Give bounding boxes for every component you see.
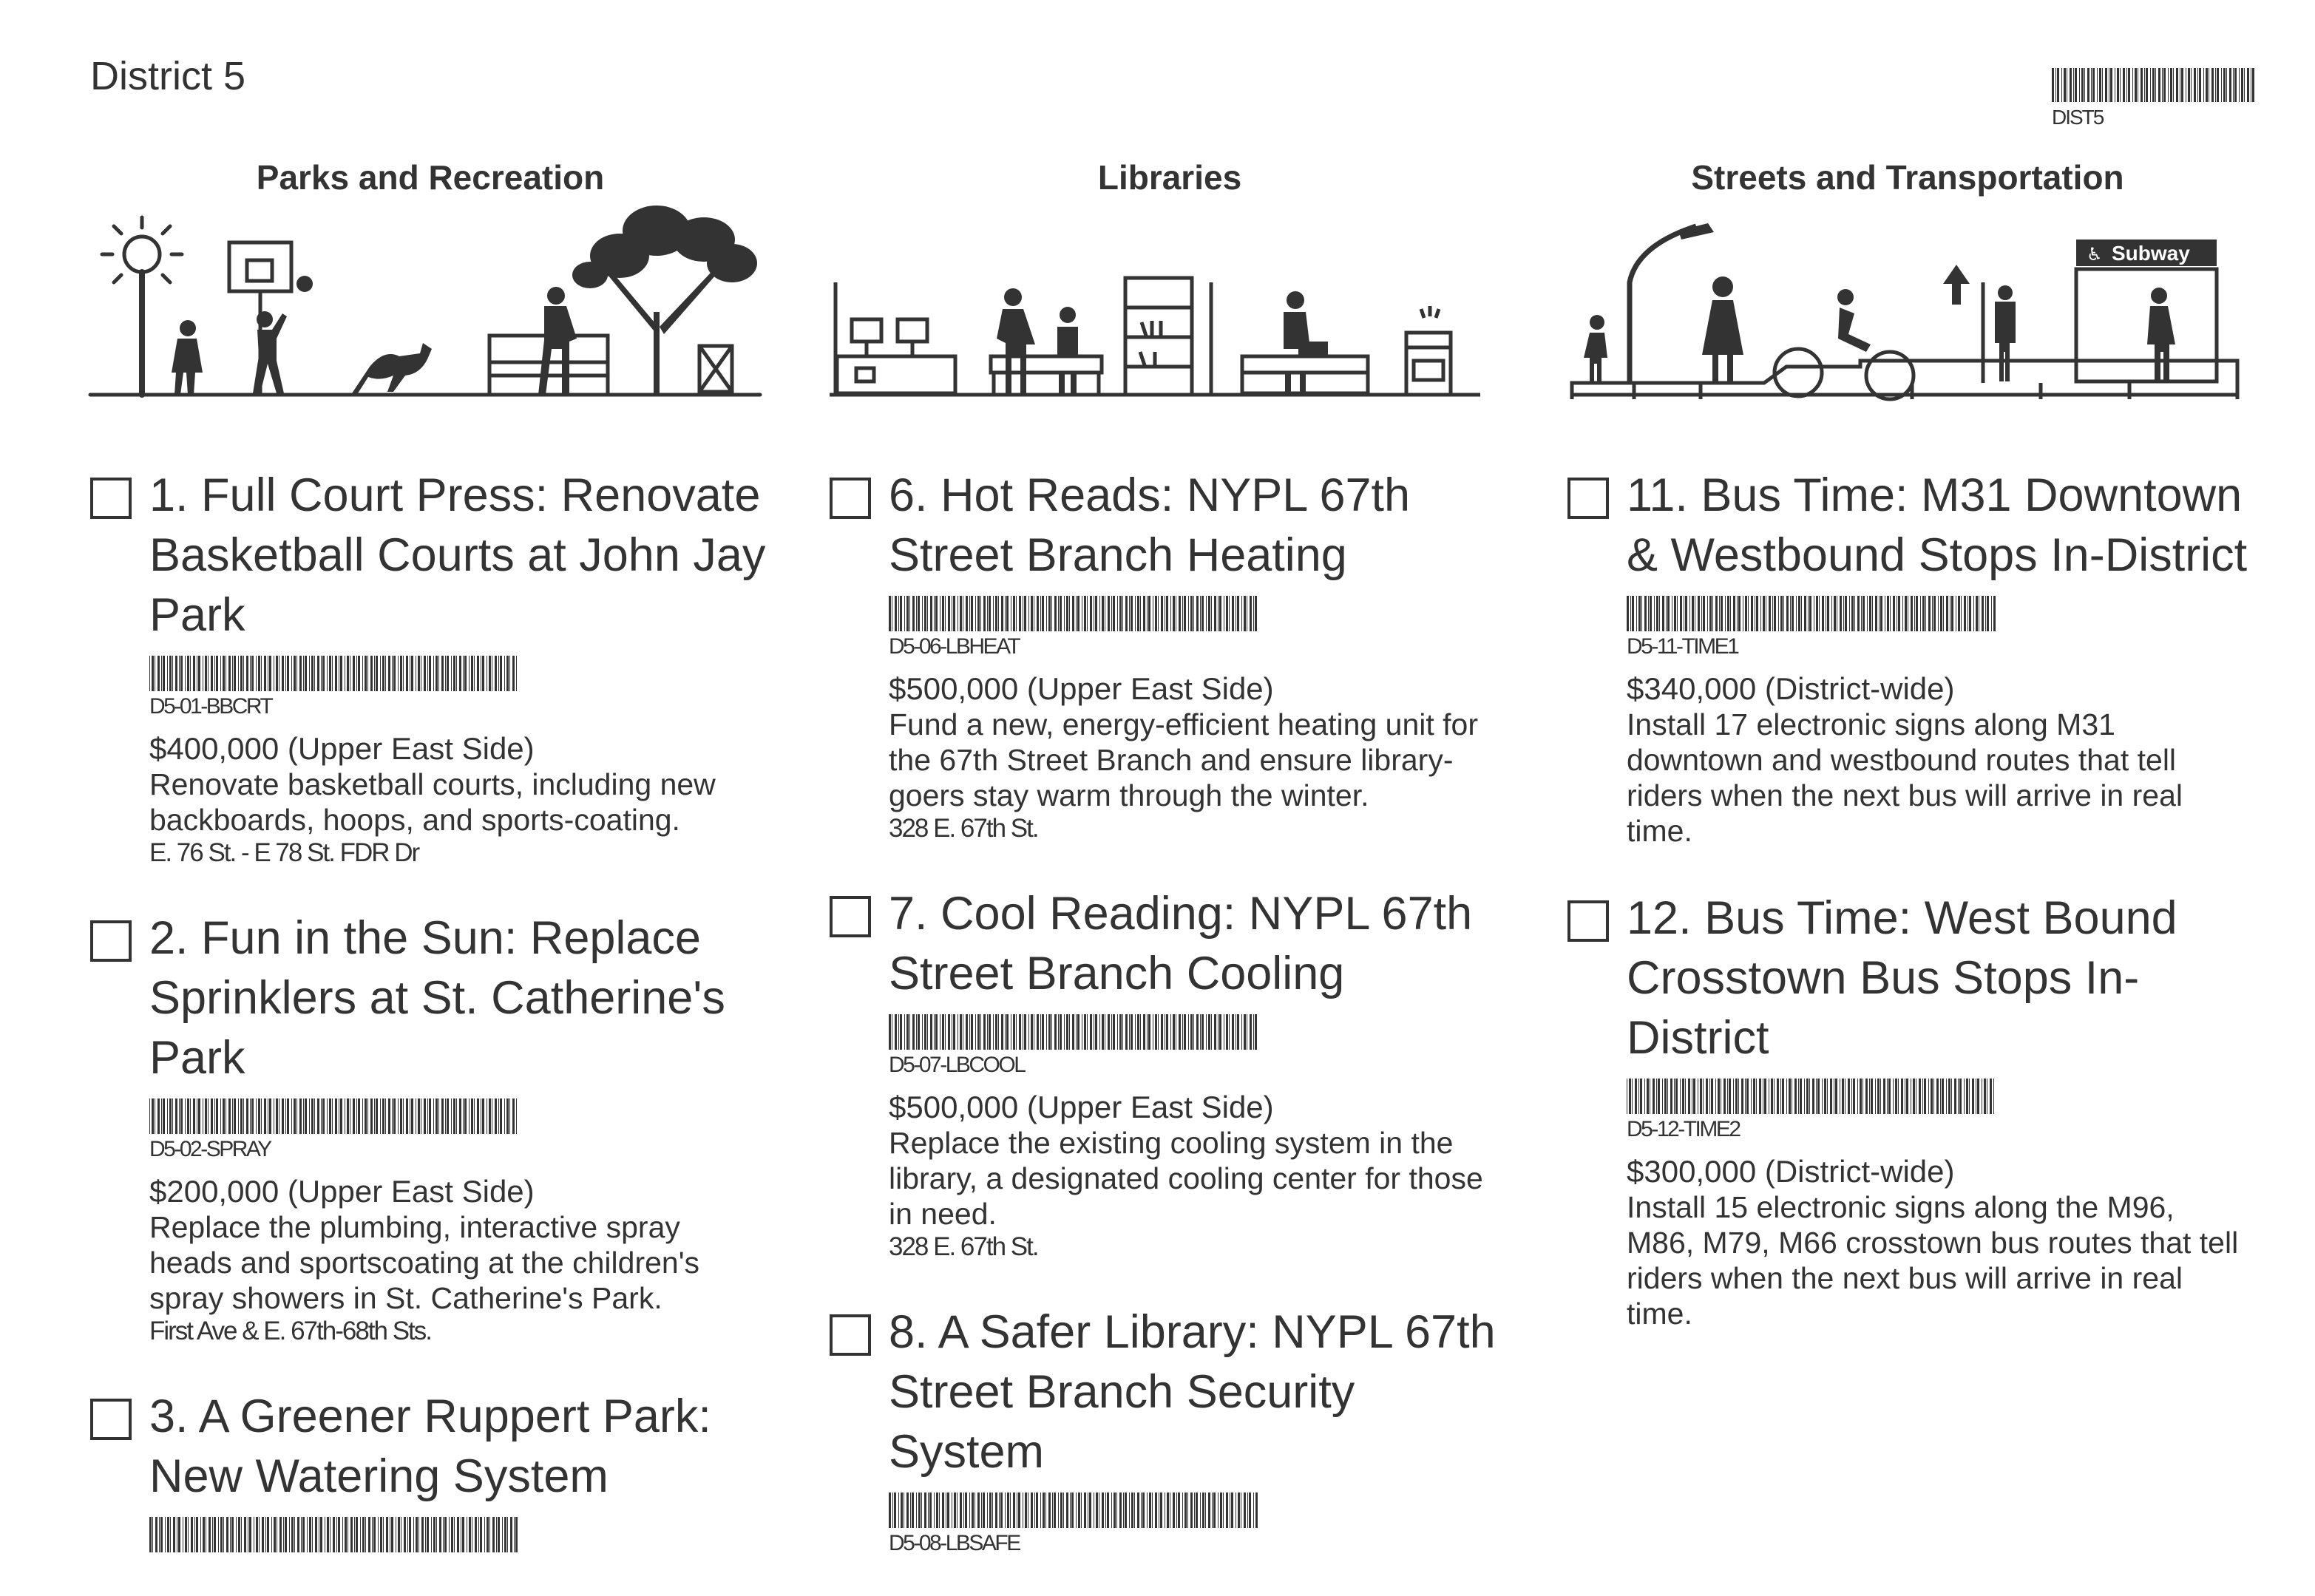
project-barcode xyxy=(1627,1079,1996,1114)
project-barcode xyxy=(149,656,519,691)
project-6-checkbox[interactable] xyxy=(830,478,871,519)
project-description: Fund a new, energy-efficient heating unit for the 67th Street Branch and ensure library-goers stay warm through the winter. xyxy=(889,707,1478,812)
district-barcode-code: DIST5 xyxy=(2052,106,2104,129)
project-item xyxy=(830,466,1510,844)
project-item xyxy=(1567,889,2248,1331)
parks-illustration xyxy=(90,201,770,401)
project-cost: $340,000 (District-wide) xyxy=(1627,671,1955,706)
project-code: D5-08-LBSAFE xyxy=(889,1531,1020,1555)
project-3-checkbox[interactable] xyxy=(90,1399,132,1440)
column-heading-libraries: Libraries xyxy=(1097,158,1242,197)
project-barcode xyxy=(149,1098,519,1134)
project-code: D5-07-LBCOOL xyxy=(889,1053,1025,1077)
project-11-checkbox[interactable] xyxy=(1567,478,1609,519)
project-1-checkbox[interactable] xyxy=(90,478,132,519)
project-title: 7. Cool Reading: NYPL 67th Street Branch Cooling xyxy=(889,888,1473,999)
accessible-icon: ♿ xyxy=(2087,244,2103,265)
project-barcode xyxy=(149,1517,519,1552)
project-title: 6. Hot Reads: NYPL 67th Street Branch Heating xyxy=(889,469,1411,581)
subway-sign: Subway xyxy=(2112,242,2190,265)
project-item xyxy=(1567,466,2248,849)
project-barcode xyxy=(1627,596,1996,631)
project-title: 3. A Greener Ruppert Park: New Watering System xyxy=(149,1390,711,1502)
barcode-graphic xyxy=(2052,68,2256,102)
project-cost: $400,000 (Upper East Side) xyxy=(149,731,535,766)
project-7-checkbox[interactable] xyxy=(830,896,871,937)
project-code: D5-06-LBHEAT xyxy=(889,634,1020,659)
project-item xyxy=(830,1303,1510,1556)
libraries-illustration xyxy=(830,201,1510,401)
project-2-checkbox[interactable] xyxy=(90,920,132,962)
column-heading-parks: Parks and Recreation xyxy=(256,158,605,197)
project-item xyxy=(90,1387,770,1552)
project-code: D5-12-TIME2 xyxy=(1627,1117,1740,1141)
project-code: D5-11-TIME1 xyxy=(1627,634,1738,659)
project-8-checkbox[interactable] xyxy=(830,1314,871,1356)
project-description: Replace the existing cooling system in the library, a designated cooling center for those in need. xyxy=(889,1126,1483,1231)
project-description: Replace the plumbing, interactive spray heads and sportscoating at the children's spray showers in St. Catherine's Park. xyxy=(149,1210,700,1315)
project-location: E. 76 St. - E 78 St. FDR Dr xyxy=(149,838,419,867)
project-location: 328 E. 67th St. xyxy=(889,814,1038,843)
project-item xyxy=(90,909,770,1347)
streets-illustration xyxy=(1567,201,2248,401)
project-cost: $300,000 (District-wide) xyxy=(1627,1154,1955,1189)
district-title: District 5 xyxy=(90,54,246,98)
project-title: 12. Bus Time: West Bound Crosstown Bus Stops In-District xyxy=(1627,892,2177,1064)
column-libraries xyxy=(830,155,1510,1555)
project-location: First Ave & E. 67th-68th Sts. xyxy=(149,1317,432,1345)
project-description: Renovate basketball courts, including new backboards, hoops, and sports-coating. xyxy=(149,767,716,837)
project-location: 328 E. 67th St. xyxy=(889,1232,1038,1261)
project-barcode xyxy=(889,1014,1258,1050)
column-parks xyxy=(90,155,770,1502)
project-title: 1. Full Court Press: Renovate Basketball Courts at John Jay Park xyxy=(149,469,766,641)
column-streets xyxy=(1567,155,2248,1331)
project-cost: $500,000 (Upper East Side) xyxy=(889,1090,1274,1124)
project-barcode xyxy=(889,596,1258,631)
project-12-checkbox[interactable] xyxy=(1567,900,1609,942)
district-barcode xyxy=(2052,68,2256,129)
project-title: 11. Bus Time: M31 Downtown & Westbound Stops In-District xyxy=(1627,469,2248,581)
project-cost: $200,000 (Upper East Side) xyxy=(149,1174,535,1209)
project-cost: $500,000 (Upper East Side) xyxy=(889,671,1274,706)
project-code: D5-02-SPRAY xyxy=(149,1137,271,1161)
project-title: 8. A Safer Library: NYPL 67th Street Branch Security System xyxy=(889,1306,1496,1478)
project-item xyxy=(90,466,770,869)
project-item xyxy=(830,884,1510,1263)
project-code: D5-01-BBCRT xyxy=(149,694,272,719)
project-description: Install 17 electronic signs along M31 downtown and westbound routes that tell riders when the next bus will arrive in real time. xyxy=(1627,707,2183,848)
project-barcode xyxy=(889,1493,1258,1528)
project-description: Install 15 electronic signs along the M96, M86, M79, M66 crosstown bus routes that tell riders when the next bus will arrive in real time. xyxy=(1627,1190,2239,1331)
column-heading-streets: Streets and Transportation xyxy=(1691,158,2124,197)
project-title: 2. Fun in the Sun: Replace Sprinklers at St. Catherine's Park xyxy=(149,912,725,1084)
